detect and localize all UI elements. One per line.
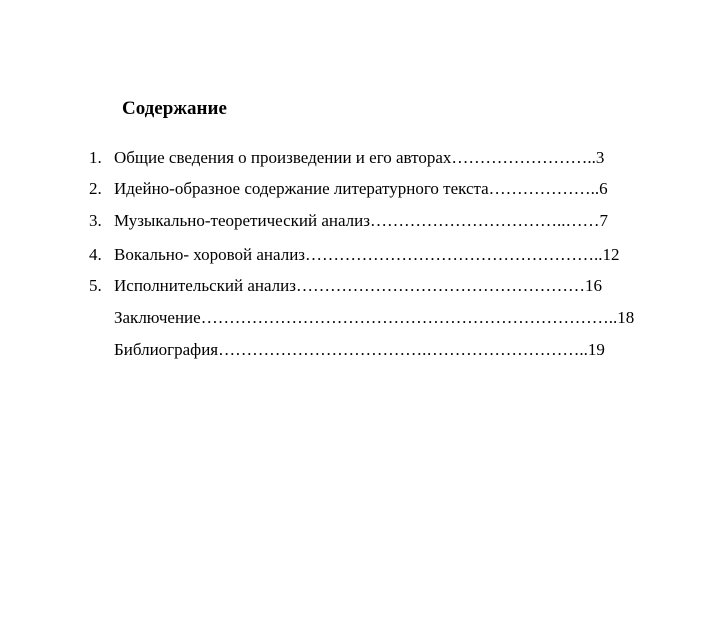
toc-item-text: Вокально- хоровой анализ……………………………………………..12 xyxy=(114,245,620,264)
toc-item-number: 5. xyxy=(89,276,102,295)
toc-item-number: 1. xyxy=(89,148,102,167)
toc-item-text: Библиография……………………………….………………………..19 xyxy=(114,340,605,359)
toc-item-text: Идейно-образное содержание литературного текста………………..6 xyxy=(114,179,608,198)
page-title: Содержание xyxy=(122,98,227,119)
toc-item-number: 4. xyxy=(89,245,102,264)
toc-item-text: Исполнительский анализ……………………………………………16 xyxy=(114,276,602,295)
toc-item-text: Общие сведения о произведении и его авторах……………………..3 xyxy=(114,148,605,167)
toc-item-text: Заключение………………………………………………………………..18 xyxy=(114,308,635,327)
toc-item-text: Музыкально-теоретический анализ……………………………..……7 xyxy=(114,211,608,230)
toc-item-number: 2. xyxy=(89,179,102,198)
toc-item-number: 3. xyxy=(89,211,102,230)
